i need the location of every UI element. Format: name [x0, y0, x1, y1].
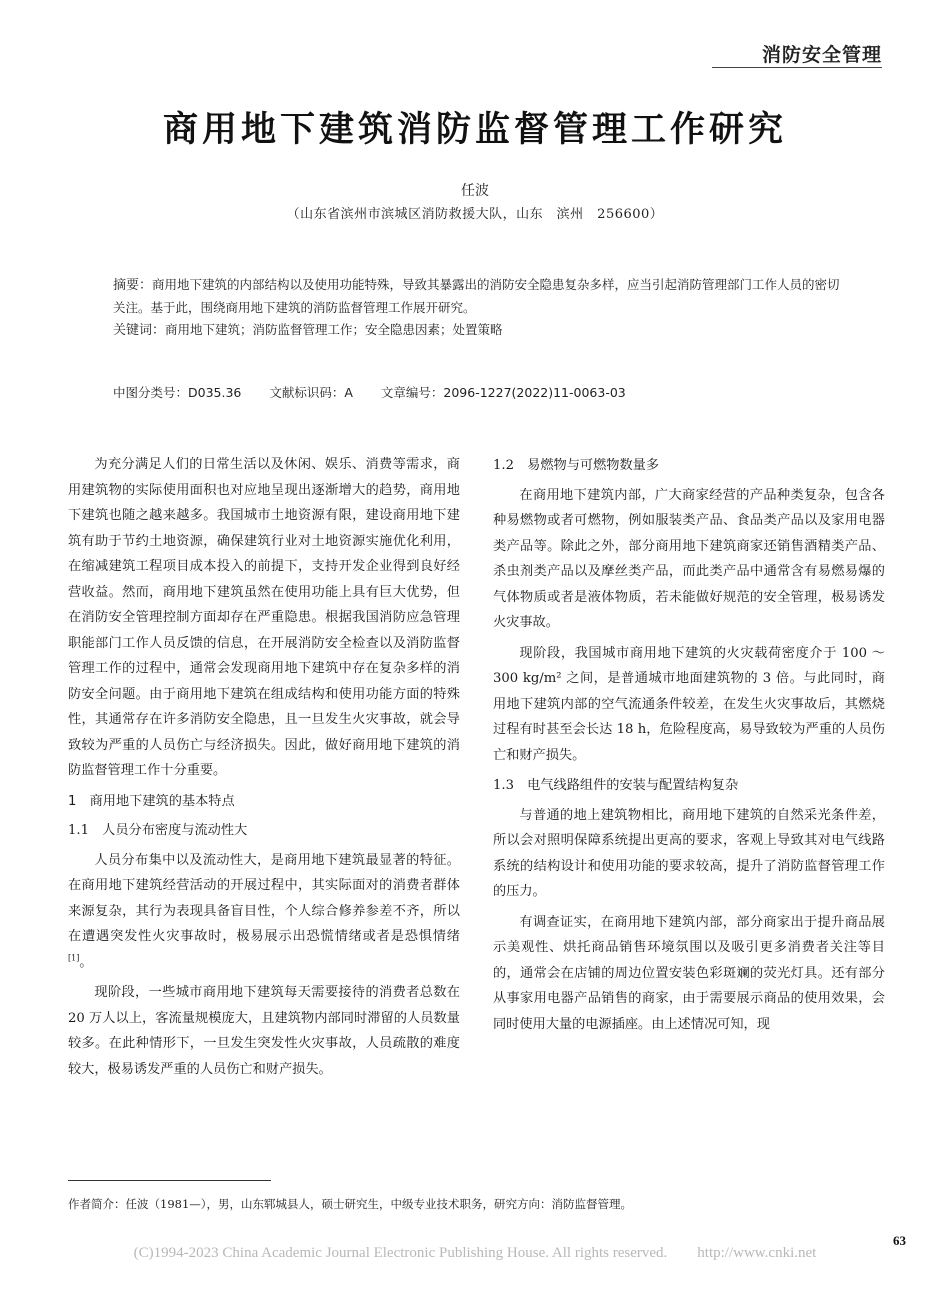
section-1-3-paragraph-2: 有调查证实，在商用地下建筑内部，部分商家出于提升商品展示美观性、烘托商品销售环境氛围以及吸引更多消费者关注等目的，通常会在店铺的周边位置安装色彩斑斓的荧光灯具。还有部分从事家用电器产品销售的商家，由于需要展示商品的使用效果，会同时使用大量的电源插座。由上述情况可知，现 — [493, 914, 885, 1032]
section-tag: 消防安全管理 — [761, 44, 882, 66]
intro-paragraph: 为充分满足人们的日常生活以及休闲、娱乐、消费等需求，商用建筑物的实际使用面积也对应地呈现出逐渐增大的趋势，商用地下建筑也随之越来越多。我国城市土地资源有限，建设商用地下建筑有助于节约土地资源，确保建筑行业对土地资源实施优化利用，在缩减建筑工程项目成本投入的前提下，支持开发企业得到良好经营收益。然而，商用地下建筑虽然在使用功能上具有巨大优势，但在消防安全管理控制方面却存在严重隐患。根据我国消防应急管理职能部门工作人员反馈的信息，在开展消防安全检查以及消防监督管理工作的过程中，通常会发现商用地下建筑中存在复杂多样的消防安全问题。由于商用地下建筑在组成结构和使用功能方面的特殊性，其通常存在许多消防安全隐患，且一旦发生火灾事故，就会导致较为严重的人员伤亡与经济损失。因此，做好商用地下建筑的消防监督管理工作十分重要。 — [68, 457, 460, 778]
classification-line — [113, 383, 843, 401]
section-tag-rule — [712, 67, 882, 68]
body-column-right — [493, 452, 885, 1042]
footnote-rule — [68, 1180, 271, 1181]
section-1-1-paragraph-1-text: 人员分布集中以及流动性大，是商用地下建筑最显著的特征。在商用地下建筑经营活动的开展过程中，其实际面对的消费者群体来源复杂，其行为表现具备盲目性，个人综合修养参差不齐，所以在遭遇突发性火灾事故时，极易展示出恐慌情绪或者是恐惧情绪 — [68, 852, 460, 944]
footnote-text: 任波（1981—），男，山东郓城县人，硕士研究生，中级专业技术职务，研究方向：消防监督管理。 — [125, 1197, 633, 1211]
section-1-2-paragraph-1: 在商用地下建筑内部，广大商家经营的产品种类复杂，包含各种易燃物或者可燃物，例如服装类产品、食品类产品以及家用电器类产品等。除此之外，部分商用地下建筑商家还销售酒精类产品、杀虫剂类产品以及摩丝类产品，而此类产品中通常含有易燃易爆的气体物质或者是液体物质，若未能做好规范的安全管理，极易诱发火灾事故。 — [493, 487, 885, 630]
abstract-block — [113, 274, 843, 342]
section-1-1-paragraph-1 — [68, 848, 460, 976]
keywords-text: 商用地下建筑；消防监督管理工作；安全隐患因素；处置策略 — [165, 322, 503, 337]
keywords-paragraph — [113, 319, 843, 342]
abstract-paragraph — [113, 274, 843, 319]
section-1-2-paragraph-2: 现阶段，我国城市商用地下建筑的火灾载荷密度介于 100 ～ 300 kg/m² 之间，是普通城市地面建筑物的 3 倍。与此同时，商用地下建筑内部的空气流通条件较差，在发生火灾事故后，其燃烧过程有时甚至会长达 18 h，危险程度高，易导致较为严重的人员伤亡和财产损失。 — [493, 645, 885, 763]
keywords-label: 关键词： — [113, 323, 166, 338]
article-number: 文章编号：2096-1227(2022)11-0063-03 — [380, 385, 626, 400]
section-1-3-heading: 1.3 电气线路组件的安装与配置结构复杂 — [493, 778, 739, 793]
copyright-watermark: (C)1994-2023 China Academic Journal Electronic Publishing House. All rights reserved. http://www.cnki.net — [133, 1245, 817, 1261]
footnote-label: 作者简介： — [68, 1197, 126, 1211]
section-1-heading: 1 商用地下建筑的基本特点 — [68, 793, 235, 809]
clc-number: 中图分类号：D035.36 — [113, 385, 242, 400]
author-name: 任波 — [461, 183, 489, 199]
section-1-2-heading: 1.2 易燃物与可燃物数量多 — [493, 458, 660, 473]
abstract-label: 摘要： — [113, 278, 153, 293]
section-1-1-paragraph-1-end: 。 — [79, 954, 93, 970]
document-code: 文献标识码：A — [269, 385, 353, 400]
author-affiliation: （山东省滨州市滨城区消防救援大队，山东 滨州 256600） — [286, 207, 664, 222]
body-column-left — [68, 452, 460, 1087]
abstract-text: 商用地下建筑的内部结构以及使用功能特殊，导致其暴露出的消防安全隐患复杂多样，应当引起消防管理部门工作人员的密切关注。基于此，围绕商用地下建筑的消防监督管理工作展开研究。 — [113, 277, 840, 315]
page-number: 63 — [893, 1233, 906, 1248]
citation-ref: [1] — [68, 953, 80, 963]
article-title: 商用地下建筑消防监督管理工作研究 — [162, 109, 787, 150]
section-1-1-heading: 1.1 人员分布密度与流动性大 — [68, 823, 248, 838]
section-1-1-paragraph-2: 现阶段，一些城市商用地下建筑每天需要接待的消费者总数在 20 万人以上，客流量规模庞大，且建筑物内部同时滞留的人员数量较多。在此种情形下，一旦发生突发性火灾事故，人员疏散的难度较大，极易诱发严重的人员伤亡和财产损失。 — [68, 985, 460, 1077]
section-1-3-paragraph-1: 与普通的地上建筑物相比，商用地下建筑的自然采光条件差，所以会对照明保障系统提出更高的要求，客观上导致其对电气线路系统的结构设计和使用功能的要求较高，提升了消防监督管理工作的压力。 — [493, 807, 885, 899]
author-footnote — [68, 1196, 888, 1212]
